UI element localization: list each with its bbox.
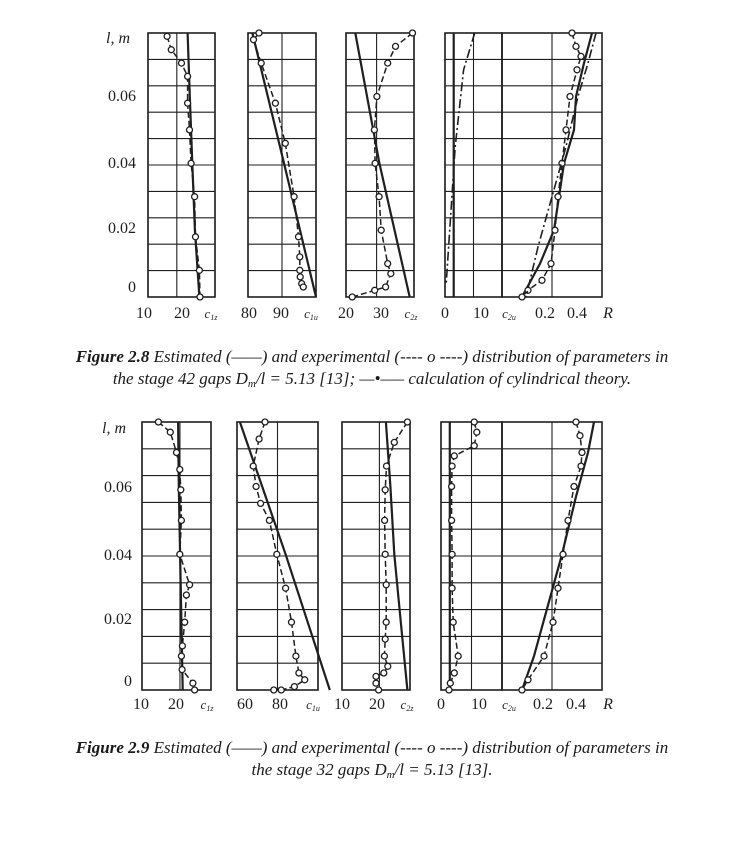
x-tick-label: 0 <box>437 696 445 713</box>
panel-3 <box>334 419 414 713</box>
x-tick-label: 20 <box>168 696 184 713</box>
data-point <box>555 585 561 591</box>
data-point <box>349 294 355 300</box>
data-point <box>525 677 531 683</box>
x-axis-label: c2u <box>502 697 516 713</box>
data-point <box>449 551 455 557</box>
data-point <box>293 653 299 659</box>
x-tick-label: 20 <box>174 305 190 322</box>
data-point <box>388 271 394 277</box>
data-point <box>474 429 480 435</box>
formula-symbol: D <box>374 760 387 779</box>
data-point <box>385 60 391 66</box>
series-group <box>164 33 203 300</box>
data-point <box>382 636 388 642</box>
data-point <box>179 643 185 649</box>
panel-4 <box>437 419 516 713</box>
data-point <box>577 433 583 439</box>
data-point <box>471 419 477 425</box>
data-point <box>573 43 579 49</box>
panel-5 <box>502 419 613 713</box>
data-point <box>185 100 191 106</box>
x-tick-label: 80 <box>272 696 288 713</box>
data-point <box>373 673 379 679</box>
data-point <box>384 463 390 469</box>
data-point <box>567 94 573 100</box>
data-point <box>393 43 399 49</box>
cylindrical-line <box>446 33 475 284</box>
panel-1 <box>136 33 218 322</box>
data-point <box>177 551 183 557</box>
data-point <box>404 419 410 425</box>
y-tick-label: 0.02 <box>108 220 136 237</box>
data-point <box>168 47 174 53</box>
figure-number: Figure 2.9 <box>75 738 150 757</box>
x-tick-label: 10 <box>133 696 149 713</box>
caption-text: [13]. <box>457 760 493 779</box>
y-tick-label: 0.06 <box>108 88 136 105</box>
figure-number: Figure 2.8 <box>75 347 150 366</box>
x-tick-label: 0.4 <box>566 696 586 713</box>
data-point <box>192 194 198 200</box>
x-tick-label: 20 <box>369 696 385 713</box>
data-point <box>391 439 397 445</box>
data-point <box>471 443 477 449</box>
y-tick-label: 0 <box>128 279 136 296</box>
data-point <box>296 670 302 676</box>
data-point <box>256 30 262 36</box>
panel-5 <box>502 30 613 322</box>
data-point <box>193 234 199 240</box>
data-point <box>297 267 303 273</box>
x-tick-label: 0.4 <box>567 305 587 322</box>
caption-text: Estimated (——) and experimental (---- o ----) distribution of parameters in <box>153 347 669 366</box>
data-point <box>250 463 256 469</box>
data-point <box>372 160 378 166</box>
caption-text: the stage 32 gaps <box>251 760 371 779</box>
formula-rest: /l = 5.13 <box>255 369 315 388</box>
data-point <box>381 670 387 676</box>
data-point <box>251 37 257 43</box>
data-point <box>178 653 184 659</box>
data-point <box>376 687 382 693</box>
panel-2 <box>237 419 330 713</box>
data-point <box>190 680 196 686</box>
formula-subscript: m <box>247 378 256 390</box>
x-axis-label: c2u <box>502 306 516 322</box>
x-axis-label: c1z <box>200 697 214 713</box>
data-point <box>548 261 554 267</box>
data-point <box>383 284 389 290</box>
data-point <box>258 60 264 66</box>
data-point <box>451 670 457 676</box>
caption-text: [13]; —•—– calculation of cylindrical theory. <box>319 369 632 388</box>
y-axis-label: l, m <box>106 30 130 47</box>
data-point <box>178 487 184 493</box>
data-point <box>178 517 184 523</box>
data-point <box>569 30 575 36</box>
data-point <box>449 585 455 591</box>
data-point <box>372 287 378 293</box>
panel-4 <box>441 33 516 322</box>
x-tick-label: 0.2 <box>535 305 555 322</box>
data-point <box>164 33 170 39</box>
data-point <box>539 277 545 283</box>
data-point <box>167 429 173 435</box>
x-axis-label: c1u <box>306 697 320 713</box>
data-point <box>573 419 579 425</box>
figure-2-9-caption <box>0 737 744 786</box>
formula <box>374 760 453 779</box>
formula <box>236 369 315 388</box>
data-point <box>381 653 387 659</box>
data-point <box>382 517 388 523</box>
x-tick-label: 0 <box>441 305 449 322</box>
formula-symbol: D <box>235 369 248 388</box>
data-point <box>196 267 202 273</box>
data-point <box>450 619 456 625</box>
x-tick-label: 80 <box>241 305 257 322</box>
x-tick-label: 60 <box>237 696 253 713</box>
caption-text: the stage 42 gaps <box>112 369 232 388</box>
x-tick-label: 90 <box>273 305 289 322</box>
data-point <box>179 667 185 673</box>
y-tick-label: 0.06 <box>104 479 132 496</box>
caption-line-1 <box>0 346 744 368</box>
data-point <box>187 127 193 133</box>
data-point <box>192 687 198 693</box>
data-point <box>383 582 389 588</box>
data-point <box>385 663 391 669</box>
data-point <box>555 194 561 200</box>
data-point <box>455 653 461 659</box>
data-point <box>302 677 308 683</box>
data-point <box>183 592 189 598</box>
data-point <box>451 453 457 459</box>
x-tick-label: 20 <box>338 305 354 322</box>
x-tick-label: 0.2 <box>533 696 553 713</box>
data-point <box>258 500 264 506</box>
y-tick-label: 0.04 <box>108 155 136 172</box>
data-point <box>578 463 584 469</box>
data-point <box>256 436 262 442</box>
y-tick-label: 0.02 <box>104 611 132 628</box>
data-point <box>271 687 277 693</box>
data-point <box>282 140 288 146</box>
data-point <box>560 551 566 557</box>
data-point <box>519 687 525 693</box>
data-point <box>525 287 531 293</box>
data-point <box>278 687 284 693</box>
panel-3 <box>338 30 418 322</box>
data-point <box>297 274 303 280</box>
x-tick-label: 10 <box>334 696 350 713</box>
data-point <box>188 160 194 166</box>
data-point <box>253 484 259 490</box>
data-point <box>574 67 580 73</box>
data-point <box>385 261 391 267</box>
data-point <box>565 517 571 523</box>
data-point <box>289 619 295 625</box>
x-tick-label: 10 <box>473 305 489 322</box>
x-tick-label: 10 <box>471 696 487 713</box>
data-point <box>262 419 268 425</box>
data-point <box>187 582 193 588</box>
data-point <box>378 227 384 233</box>
data-point <box>376 194 382 200</box>
data-point <box>579 450 585 456</box>
data-point <box>274 551 280 557</box>
data-point <box>541 653 547 659</box>
data-point <box>550 619 556 625</box>
data-point <box>383 619 389 625</box>
data-point <box>197 294 203 300</box>
data-point <box>563 127 569 133</box>
fig-2-9-plot <box>102 419 613 713</box>
data-point <box>571 484 577 490</box>
data-point <box>185 73 191 79</box>
x-axis-label: c1z <box>204 306 218 322</box>
experimental-line <box>167 36 200 297</box>
y-axis-label: l, m <box>102 420 126 437</box>
data-point <box>272 100 278 106</box>
x-axis-label: R <box>603 305 613 322</box>
data-point <box>519 294 525 300</box>
data-point <box>447 680 453 686</box>
data-point <box>296 234 302 240</box>
data-point <box>300 284 306 290</box>
panel-2 <box>241 30 318 322</box>
data-point <box>373 680 379 686</box>
caption-line-2 <box>0 368 744 395</box>
panel-1 <box>133 419 214 713</box>
data-point <box>382 487 388 493</box>
caption-line-1 <box>0 737 744 759</box>
data-point <box>578 53 584 59</box>
x-tick-label: 30 <box>373 305 389 322</box>
data-point <box>291 194 297 200</box>
formula-rest: /l = 5.13 <box>394 760 454 779</box>
data-point <box>297 254 303 260</box>
data-point <box>177 467 183 473</box>
data-point <box>552 227 558 233</box>
data-point <box>266 517 272 523</box>
data-point <box>371 127 377 133</box>
data-point <box>291 684 297 690</box>
formula-subscript: m <box>386 769 395 781</box>
caption-text: Estimated (——) and experimental (---- o ----) distribution of parameters in <box>153 738 669 757</box>
data-point <box>174 450 180 456</box>
figure-2-8-caption <box>0 346 744 395</box>
series-group <box>251 30 317 297</box>
data-point <box>382 551 388 557</box>
data-point <box>449 517 455 523</box>
fig-2-8-plot <box>106 30 613 322</box>
data-point <box>283 585 289 591</box>
data-point <box>449 484 455 490</box>
data-point <box>374 94 380 100</box>
caption-line-2 <box>0 759 744 786</box>
x-tick-label: 10 <box>136 305 152 322</box>
x-axis-label: c2z <box>404 306 418 322</box>
x-axis-label: c2z <box>400 697 414 713</box>
data-point <box>446 687 452 693</box>
y-tick-label: 0 <box>124 673 132 690</box>
x-axis-label: c1u <box>304 306 318 322</box>
data-point <box>449 463 455 469</box>
data-point <box>182 619 188 625</box>
y-tick-label: 0.04 <box>104 547 132 564</box>
data-point <box>155 419 161 425</box>
data-point <box>179 60 185 66</box>
data-point <box>410 30 416 36</box>
x-axis-label: R <box>603 696 613 713</box>
